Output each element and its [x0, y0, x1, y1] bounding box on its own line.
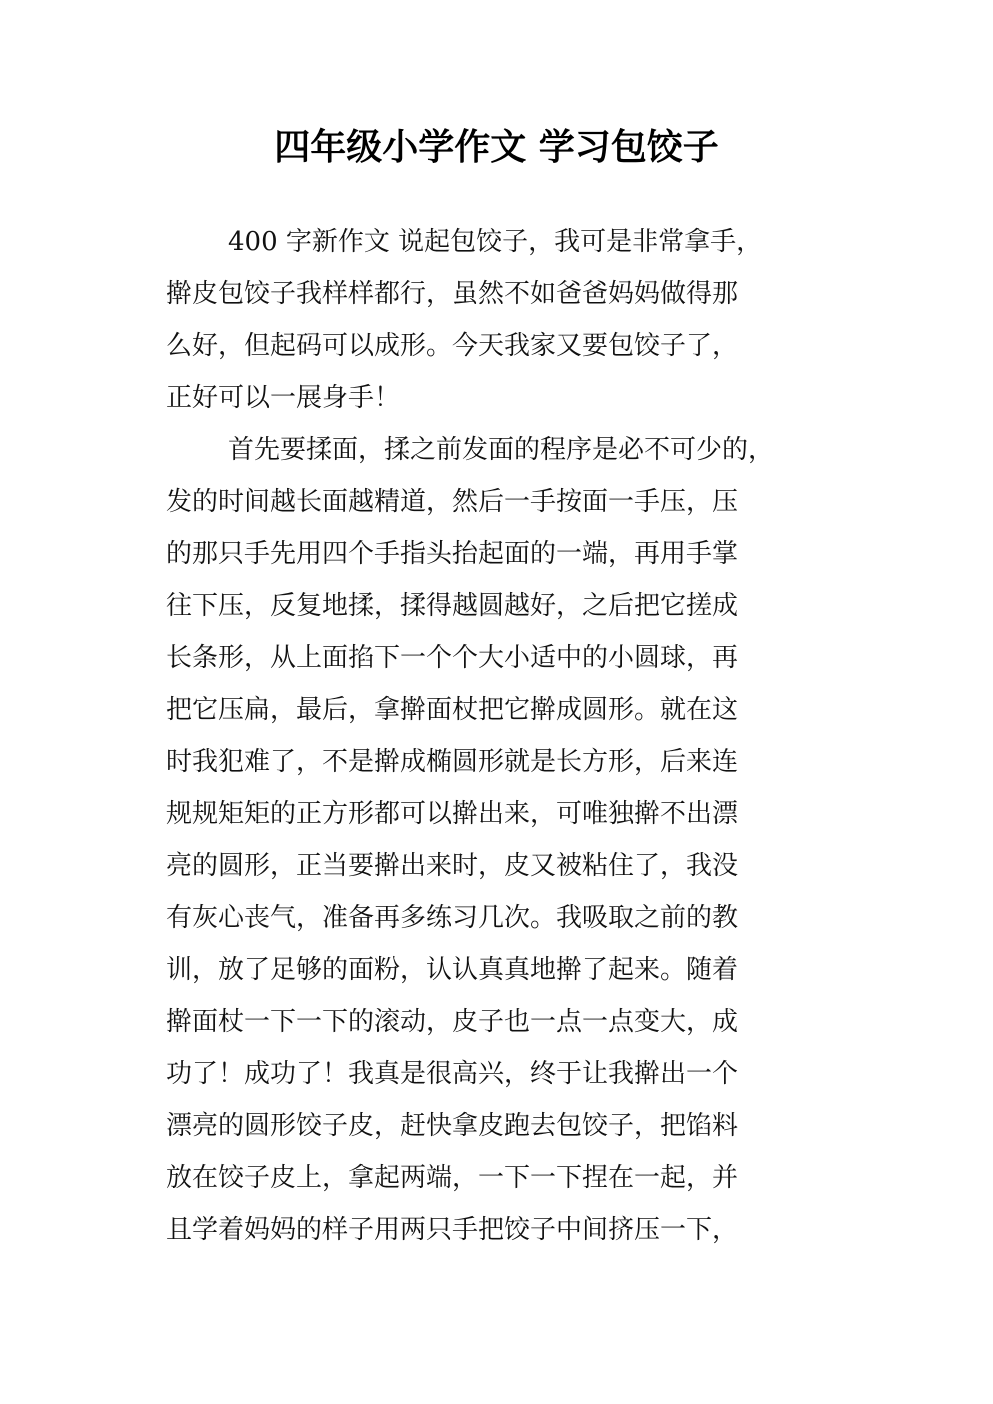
paragraph-2-line-2: 发的时间越长面越精道，然后一手按面一手压，压: [166, 487, 739, 517]
paragraph-2-line-8: 规规矩矩的正方形都可以擀出来，可唯独擀不出漂: [166, 799, 739, 829]
paragraph-2-line-16: 且学着妈妈的样子用两只手把饺子中间挤压一下，: [166, 1215, 739, 1245]
paragraph-2-line-3: 的那只手先用四个手指头抬起面的一端，再用手掌: [166, 539, 739, 569]
paragraph-1-line-3: 么好，但起码可以成形。今天我家又要包饺子了，: [166, 331, 739, 361]
paragraph-2-line-6: 把它压扁，最后，拿擀面杖把它擀成圆形。就在这: [166, 695, 739, 725]
paragraph-2-line-11: 训，放了足够的面粉，认认真真地擀了起来。随着: [166, 955, 739, 985]
paragraph-2-line-12: 擀面杖一下一下的滚动，皮子也一点一点变大，成: [166, 1007, 739, 1037]
document-title: 四年级小学作文 学习包饺子: [274, 127, 719, 168]
paragraph-2-line-10: 有灰心丧气，准备再多练习几次。我吸取之前的教: [166, 903, 739, 933]
paragraph-2-line-5: 长条形，从上面掐下一个个大小适中的小圆球，再: [166, 643, 739, 673]
paragraph-1-line-2: 擀皮包饺子我样样都行，虽然不如爸爸妈妈做得那: [166, 279, 739, 309]
paragraph-2-line-13: 功了！成功了！我真是很高兴，终于让我擀出一个: [166, 1059, 739, 1089]
paragraph-1-line-1: 400 字新作文 说起包饺子，我可是非常拿手，: [228, 227, 763, 257]
paragraph-2-line-14: 漂亮的圆形饺子皮，赶快拿皮跑去包饺子，把馅料: [166, 1111, 739, 1141]
paragraph-2-line-1: 首先要揉面，揉之前发面的程序是必不可少的，: [228, 435, 775, 465]
paragraph-2-line-7: 时我犯难了，不是擀成椭圆形就是长方形，后来连: [166, 747, 739, 777]
paragraph-2-line-9: 亮的圆形，正当要擀出来时，皮又被粘住了，我没: [166, 851, 739, 881]
paragraph-1-line-4: 正好可以一展身手！: [166, 383, 401, 413]
paragraph-2-line-15: 放在饺子皮上，拿起两端，一下一下捏在一起，并: [166, 1163, 739, 1193]
paragraph-2-line-4: 往下压，反复地揉，揉得越圆越好，之后把它搓成: [166, 591, 739, 621]
